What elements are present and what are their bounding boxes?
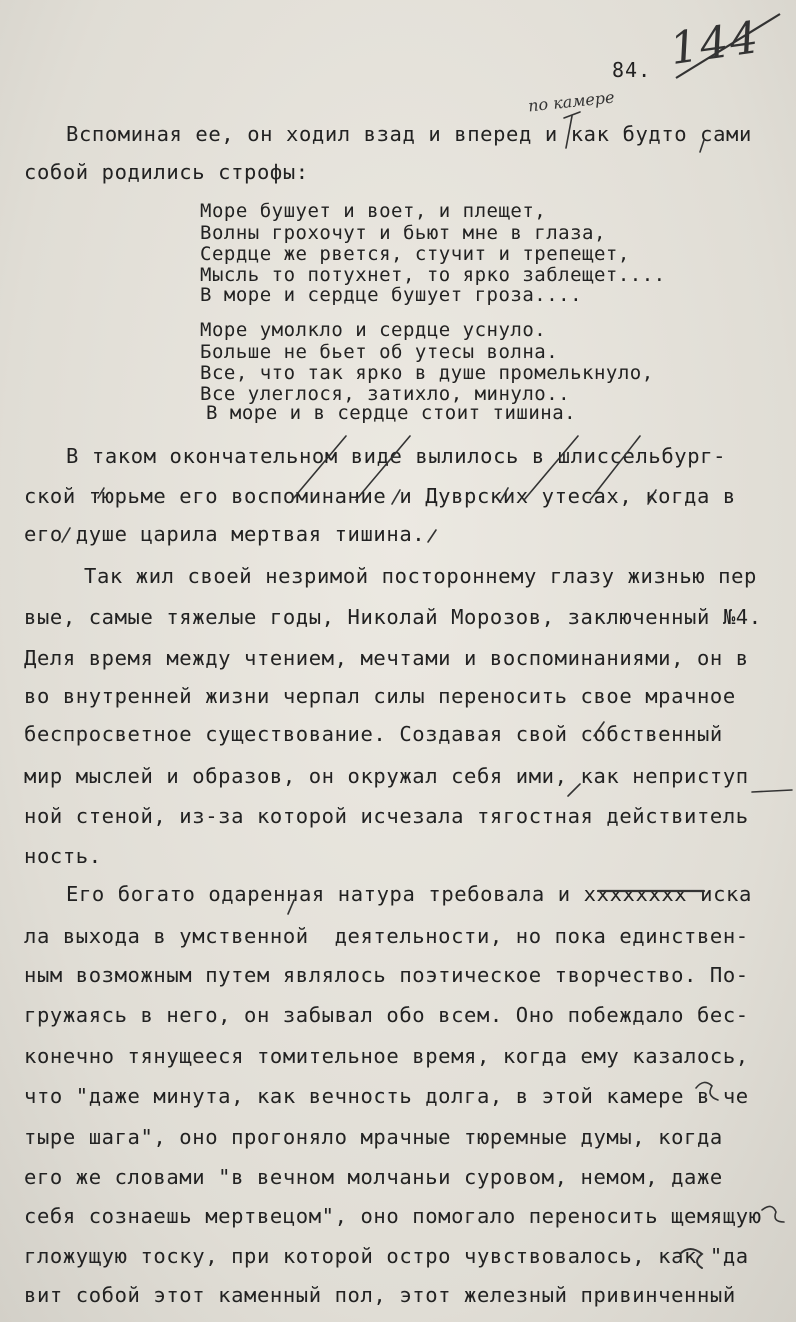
poem-line: Все, что так ярко в душе промелькнуло,	[200, 362, 654, 384]
text-line: Его богато одаренная натура требовала и хххххххх иска	[66, 882, 752, 906]
text-line: что "даже минута, как вечность долга, в этой камере в че	[24, 1084, 749, 1108]
text-line: беспросветное существование. Создавая свой собственный	[24, 722, 723, 746]
text-line: Так жил своей незримой постороннему глазу жизнью пер	[84, 564, 757, 588]
text-line: его душе царила мертвая тишина.	[24, 522, 426, 546]
poem-line: Море умолкло и сердце уснуло.	[200, 319, 547, 341]
poem-line: Больше не бьет об утесы волна.	[200, 341, 559, 363]
text-line: ла выхода в умственной деятельности, но пока единствен-	[24, 924, 749, 948]
text-line: вит собой этот каменный пол, этот железный привинченный	[24, 1283, 736, 1307]
text-line: его же словами "в вечном молчаньи суровом, немом, даже	[24, 1165, 723, 1189]
text-line: ной стеной, из-за которой исчезала тягостная действитель	[24, 804, 749, 828]
poem-line: В море и сердце бушует гроза....	[200, 284, 583, 306]
text-line: ской тюрьме его воспоминание и Дуврских утесах, когда в	[24, 484, 736, 508]
text-line: тыре шага", оно прогоняло мрачные тюремные думы, когда	[24, 1125, 723, 1149]
poem-line: Мысль то потухнет, то ярко заблещет....	[200, 264, 666, 286]
text-line: себя сознаешь мертвецом", оно помогало переносить щемящую	[24, 1204, 762, 1228]
text-line: гложущую тоску, при которой остро чувствовалось, как "да	[24, 1244, 749, 1268]
text-line: Деля время между чтением, мечтами и воспоминаниями, он в	[24, 646, 749, 670]
text-line: мир мыслей и образов, он окружал себя ими, как неприступ	[24, 764, 749, 788]
text-line: ным возможным путем являлось поэтическое творчество. По-	[24, 963, 749, 987]
poem-line: Волны грохочут и бьют мне в глаза,	[200, 222, 606, 244]
handwritten-insert-note: по камере	[527, 87, 616, 116]
text-line: во внутренней жизни черпал силы переносить свое мрачное	[24, 684, 736, 708]
poem-line: В море и в сердце стоит тишина.	[206, 402, 577, 424]
poem-line: Все улеглося, затихло, минуло..	[200, 383, 571, 405]
text-line: собой родились строфы:	[24, 160, 309, 184]
text-line: Вспоминая ее, он ходил взад и вперед и как будто сами	[66, 122, 752, 146]
text-line: конечно тянущееся томительное время, когда ему казалось,	[24, 1044, 749, 1068]
page-number: 84.	[612, 58, 652, 82]
poem-line: Сердце же рвется, стучит и трепещет,	[200, 243, 630, 265]
handwritten-folio-number: 144	[666, 11, 764, 76]
text-line: вые, самые тяжелые годы, Николай Морозов, заключенный №4.	[24, 605, 762, 629]
text-line: В таком окончательном виде вылилось в шлиссельбург-	[66, 444, 727, 468]
poem-line: Море бушует и воет, и плещет,	[200, 200, 547, 222]
text-line: гружаясь в него, он забывал обо всем. Оно побеждало бес-	[24, 1003, 749, 1027]
text-line: ность.	[24, 844, 102, 868]
